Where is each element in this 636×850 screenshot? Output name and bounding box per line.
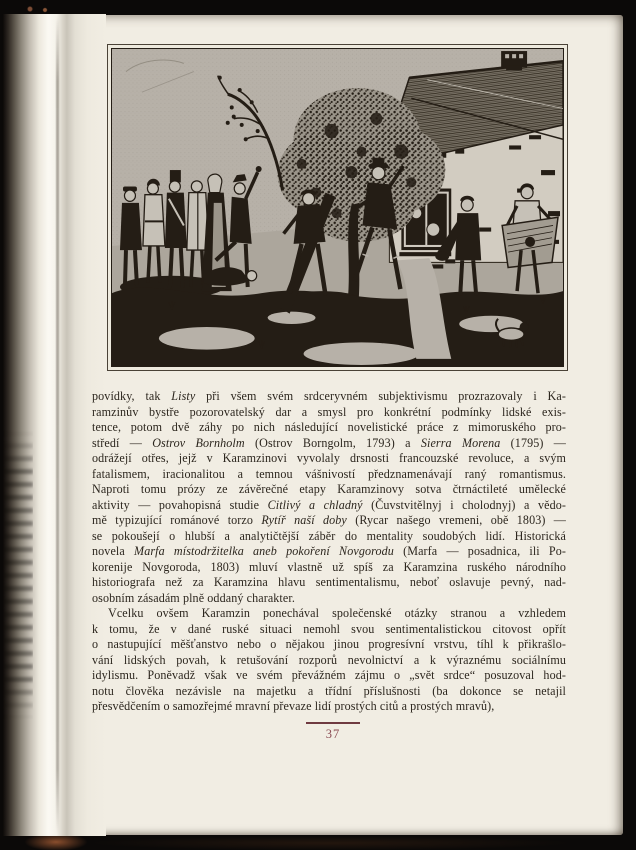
- text-line: historiografa než za Karamzina hlavu sentimentalismu, neboť oslavuje pevný, nad-: [92, 575, 566, 589]
- page-stack-edges: [3, 430, 33, 720]
- footer-rule: [306, 722, 360, 724]
- text-line: novela Marfa místodržitelka aneb pokoření Novgorodu (Marfa — posadnica, ili Po-: [92, 544, 566, 558]
- text-line: osobním zásadám plně oddaný charakter.: [92, 590, 295, 605]
- text-line: o nastupující měšťanstvo nebo o nějakou jinou progresívní vrstvu, tíhl k přikrašlo-: [92, 637, 566, 651]
- woodcut-illustration: [112, 49, 563, 366]
- text-line: středí — Ostrov Bornholm (Ostrov Borngolm, 1793) a Sierra Morena (1795) —: [92, 435, 566, 450]
- text-line: aktivity — povahopisná studie Citlivý a chladný (Čuvstvitělnyj i cholodnyj) a vědo-: [92, 497, 566, 512]
- text-line: mě typizující románové torzo Rytíř naší doby (Rycar našego vremeni, obě 1803) —: [92, 513, 566, 527]
- text-line: ramzinův bystře pozorovatelský dar a smysl pro konkrétní podmínky lidské exis-: [92, 404, 566, 419]
- text-line: Vcelku ovšem Karamzin ponechával společenské otázky stranou a vzhledem: [108, 606, 566, 620]
- text-line: Naproti tomu prózy ze závěrečné etapy Karamzinovy sotva čtrnáctileté umělecké: [92, 482, 566, 496]
- gutter-crease: [56, 16, 59, 834]
- text-line: odrážejí otřes, jejž v Karamzinovi vyvolaly drsnosti francouzské revoluce, a svým: [92, 451, 566, 465]
- text-line: tence, potom dvě záhy po nich následující novelistické práce z mimoruského pro-: [92, 420, 566, 434]
- text-line: k tomu, že v dané ruské situaci nemohl svou sentimentalistickou citovost opřít: [92, 621, 566, 636]
- text-line: fatalismem, iracionalitou a temnou vášnivostí předznamenávají raný romantismus.: [92, 466, 566, 481]
- illustration-frame: [107, 44, 568, 371]
- text-line: vání lidských povah, k retušování rozporů nevolnictví a k výraznému sociálnímu: [92, 652, 566, 667]
- text-line: přesvědčením o samozřejmé mravní převaze lidí prostých citů a prostých mravů),: [92, 699, 495, 713]
- page-number: 37: [325, 727, 341, 741]
- illustration-border: [111, 48, 564, 367]
- text-line: povídky, tak Listy při všem svém srdceryvném subjektivismu prozrazovaly i Ka-: [92, 389, 566, 403]
- body-text: [92, 389, 566, 715]
- text-line: notu člověka nezávisle na majetku a třídní příslušnosti (ba dokonce se netajil: [92, 683, 566, 698]
- text-line: idylismu. Poněvadž však ve svém převážném zájmu o „svět srdce“ posuzoval hod-: [92, 668, 566, 682]
- text-line: se pokoušejí o hlubší a analytičtější záběr do mentality soudobých lidí. Historická: [92, 528, 566, 543]
- text-line: korenije Novgoroda, 1803) mluví vlastně už spíš za Karamzina ruského národního: [92, 559, 566, 574]
